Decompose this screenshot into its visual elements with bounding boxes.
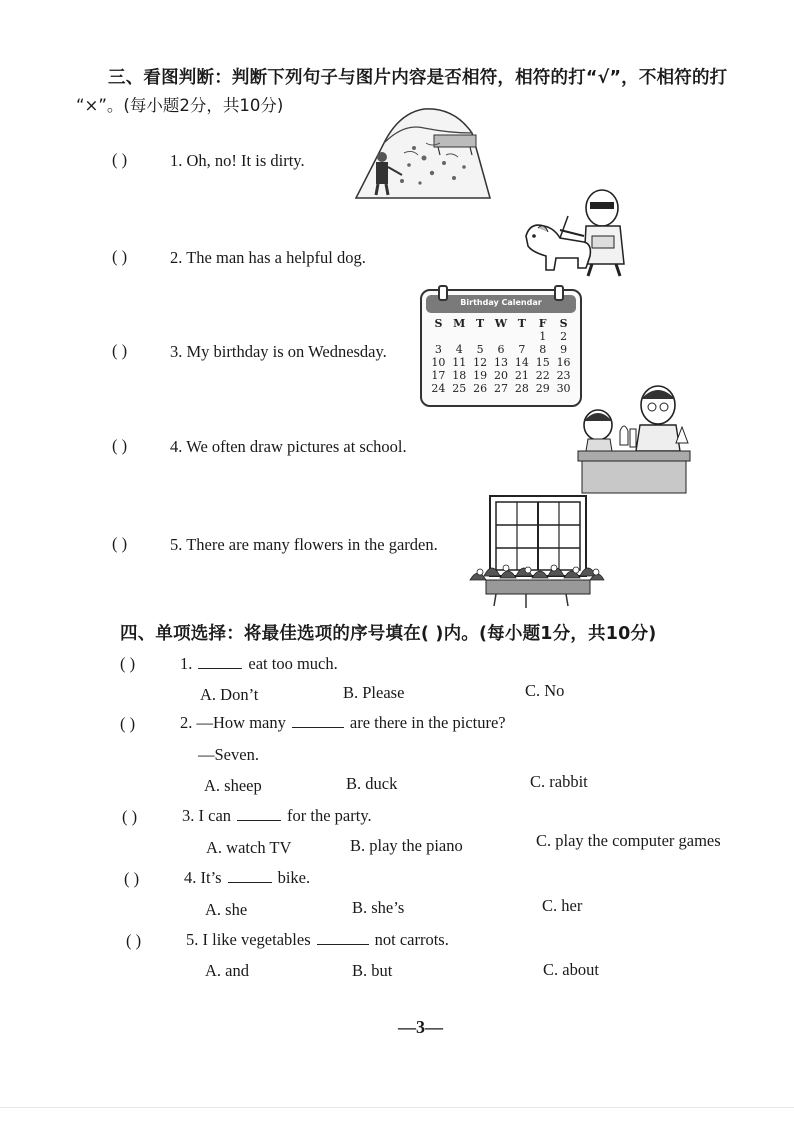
question-4-2 (180, 713, 506, 733)
question-4-4 (184, 868, 310, 888)
calendar-date: 4 (455, 343, 463, 356)
option-4-2-c: C. rabbit (530, 772, 588, 791)
calendar-date: 26 (473, 382, 488, 395)
man-with-dog-picture (520, 186, 640, 278)
answer-paren-3-1: ( ) (112, 150, 128, 169)
calendar-date: 23 (556, 369, 571, 382)
question-4-3 (182, 806, 372, 826)
option-4-4-b: B. she’s (352, 898, 405, 917)
calendar-day-header: T (476, 317, 485, 330)
option-4-1-c: C. No (525, 681, 565, 700)
answer-paren-3-5: ( ) (112, 534, 128, 553)
calendar-date: 16 (556, 356, 571, 369)
calendar-date: 28 (514, 382, 529, 395)
item-3-1-text: 1. Oh, no! It is dirty. (170, 151, 305, 170)
calendar-day-header: S (559, 317, 568, 330)
answer-paren-3-2: ( ) (112, 247, 128, 266)
answer-paren-3-3: ( ) (112, 341, 128, 360)
question-4-2-pre: 2. —How many (180, 713, 286, 732)
answer-blank (292, 726, 344, 728)
calendar-date: 20 (493, 369, 508, 382)
question-4-2-answer-line: —Seven. (198, 745, 259, 764)
calendar-date: 30 (556, 382, 571, 395)
question-4-3-post: for the party. (287, 806, 372, 825)
birthday-calendar (420, 289, 582, 407)
section3-heading-line2: “×”。(每小题2分，共10分) (76, 96, 284, 115)
question-4-1 (180, 654, 338, 674)
answer-paren-4-4: ( ) (124, 869, 140, 888)
answer-paren-4-1: ( ) (120, 654, 136, 673)
question-4-5-pre: 5. I like vegetables (186, 930, 311, 949)
calendar-date: 9 (560, 343, 568, 356)
dirty-scene-picture (354, 103, 492, 203)
calendar-date: 22 (535, 369, 550, 382)
answer-blank (237, 819, 281, 821)
option-4-1-a: A. Don’t (200, 685, 259, 704)
calendar-date: 17 (431, 369, 446, 382)
calendar-date: 5 (476, 343, 484, 356)
question-4-1-post: eat too much. (248, 654, 338, 673)
calendar-date: 29 (535, 382, 550, 395)
calendar-title: Birthday Calendar (460, 298, 542, 307)
option-4-2-b: B. duck (346, 774, 398, 793)
calendar-date: 25 (452, 382, 467, 395)
answer-blank (198, 667, 242, 669)
window-flowers-picture (466, 492, 606, 610)
calendar-date: 10 (431, 356, 446, 369)
option-4-5-c: C. about (543, 960, 599, 979)
calendar-date: 13 (493, 356, 508, 369)
question-4-4-pre: 4. It’s (184, 868, 222, 887)
calendar-day-header: W (494, 317, 508, 330)
answer-blank (228, 881, 272, 883)
item-3-4-text: 4. We often draw pictures at school. (170, 437, 407, 456)
option-4-5-a: A. and (205, 961, 249, 980)
calendar-date: 8 (539, 343, 547, 356)
section3-heading-line1: 三、看图判断：判断下列句子与图片内容是否相符，相符的打“√”，不相符的打 (108, 68, 728, 88)
calendar-date: 3 (434, 343, 442, 356)
calendar-day-header: M (453, 317, 466, 330)
question-4-4-post: bike. (277, 868, 311, 887)
option-4-2-a: A. sheep (204, 776, 262, 795)
calendar-date: 19 (473, 369, 488, 382)
calendar-day-header: F (538, 317, 547, 330)
option-4-4-c: C. her (542, 896, 583, 915)
calendar-date: 24 (431, 382, 446, 395)
calendar-date: 11 (452, 356, 467, 369)
calendar-date: 2 (560, 330, 568, 343)
question-4-3-pre: 3. I can (182, 806, 232, 825)
item-3-3-text: 3. My birthday is on Wednesday. (170, 342, 387, 361)
answer-paren-4-2: ( ) (120, 714, 136, 733)
answer-paren-4-3: ( ) (122, 807, 138, 826)
calendar-date: 1 (539, 330, 547, 343)
calendar-date: 27 (493, 382, 508, 395)
option-4-3-b: B. play the piano (350, 836, 463, 855)
answer-paren-3-4: ( ) (112, 436, 128, 455)
question-4-5-post: not carrots. (374, 930, 449, 949)
calendar-date: 15 (535, 356, 550, 369)
answer-blank (317, 943, 369, 945)
calendar-date: 18 (452, 369, 467, 382)
item-3-5-text: 5. There are many flowers in the garden. (170, 535, 438, 554)
calendar-date: 12 (473, 356, 488, 369)
option-4-3-a: A. watch TV (206, 838, 292, 857)
question-4-5 (186, 930, 449, 950)
option-4-3-c: C. play the computer games (536, 831, 721, 850)
option-4-5-b: B. but (352, 961, 393, 980)
option-4-4-a: A. she (205, 900, 248, 919)
calendar-day-header: T (517, 317, 526, 330)
calendar-date: 14 (514, 356, 529, 369)
item-3-2-text: 2. The man has a helpful dog. (170, 248, 366, 267)
question-4-1-pre: 1. (180, 654, 193, 673)
calendar-date: 21 (514, 369, 529, 382)
calendar-date: 6 (497, 343, 505, 356)
page-number: —3— (398, 1017, 443, 1037)
science-class-picture (574, 381, 692, 495)
footer-divider (0, 1107, 794, 1108)
option-4-1-b: B. Please (343, 683, 405, 702)
calendar-day-header: S (434, 317, 443, 330)
section4-heading: 四、单项选择：将最佳选项的序号填在( )内。(每小题1分，共10分) (120, 624, 657, 644)
calendar-date: 7 (518, 343, 526, 356)
answer-paren-4-5: ( ) (126, 931, 142, 950)
question-4-2-post: are there in the picture? (349, 713, 506, 732)
